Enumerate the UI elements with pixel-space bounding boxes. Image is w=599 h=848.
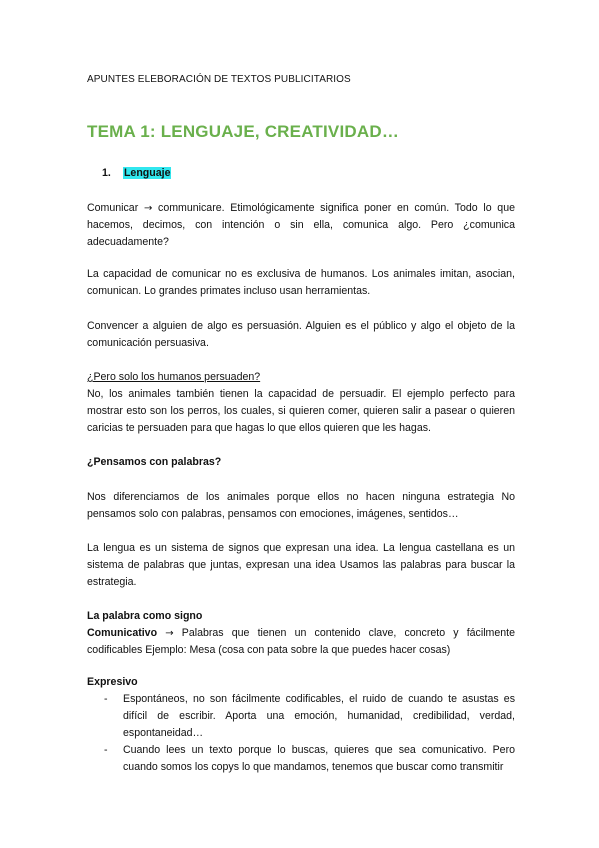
list-item: [87, 691, 515, 742]
paragraph-text: communicare. Etimológicamente significa poner en común. Todo lo que hacemos, decimos, con intención o sin ella, comunica algo. Pero ¿comunica adecuadamente?: [87, 202, 515, 248]
section-number: 1.: [102, 167, 111, 179]
term-comunicativo: Comunicativo: [87, 627, 158, 639]
paragraph-comunicar: [87, 200, 515, 251]
section-expresivo: [87, 674, 515, 776]
paragraph-text: No, los animales también tienen la capacidad de persuadir. El ejemplo perfecto para mostrar esto son los perros, los cuales, si quieren comer, quieren salir a pasear o quieren caricias te persuaden para que hagas lo que ellos quieren que les hagas.: [87, 388, 515, 434]
arrow-icon: →: [143, 203, 153, 214]
subheading-pensamos: ¿Pensamos con palabras?: [87, 456, 222, 468]
subheading-palabra-signo: La palabra como signo: [87, 610, 203, 622]
paragraph-palabra-signo: [87, 608, 515, 659]
paragraph-capacidad: La capacidad de comunicar no es exclusiva de humanos. Los animales imitan, asocian, comunican. Lo grandes primates incluso usan herramientas.: [87, 268, 515, 297]
bullet-list: [87, 691, 515, 776]
list-item-text: Espontáneos, no son fácilmente codificables, el ruido de cuando te asustas es difícil de escribir. Aporta una emoción, humanidad, credibilidad, verdad, espontaneidad…: [123, 693, 515, 739]
dash-bullet-icon: -: [104, 693, 108, 705]
dash-bullet-icon: -: [104, 744, 108, 756]
subheading-underlined: ¿Pero solo los humanos persuaden?: [87, 371, 261, 383]
paragraph-diferenciamos: Nos diferenciamos de los animales porque ellos no hacen ninguna estrategia No pensamos solo con palabras, pensamos con emociones, imágenes, sentidos…: [87, 491, 515, 520]
paragraph-humanos-persuaden: [87, 369, 515, 437]
section-label-highlighted: Lenguaje: [123, 167, 171, 179]
paragraph-text: Palabras que tienen un contenido clave, concreto y fácilmente codificables Ejemplo: Mesa (cosa con pata sobre la que puedes hacer cosas): [87, 627, 516, 656]
arrow-icon: →: [165, 628, 174, 639]
list-item-text: Cuando lees un texto porque lo buscas, quieres que sea comunicativo. Pero cuando somos los copys lo que mandamos, tenemos que buscar como transmitir: [123, 744, 515, 773]
section-heading: [102, 165, 171, 182]
paragraph-text: Comunicar: [87, 202, 139, 214]
subheading-expresivo: Expresivo: [87, 676, 138, 688]
list-item: [87, 742, 515, 776]
paragraph-lengua: La lengua es un sistema de signos que expresan una idea. La lengua castellana es un sistema de palabras que juntas, expresan una idea Usamos las palabras para buscar la estrategia.: [87, 542, 515, 588]
document-subtitle: APUNTES ELEBORACIÓN DE TEXTOS PUBLICITARIOS: [87, 74, 351, 85]
document-title: TEMA 1: LENGUAJE, CREATIVIDAD…: [87, 122, 400, 141]
paragraph-persuasion: Convencer a alguien de algo es persuasión. Alguien es el público y algo el objeto de la comunicación persuasiva.: [87, 320, 515, 349]
